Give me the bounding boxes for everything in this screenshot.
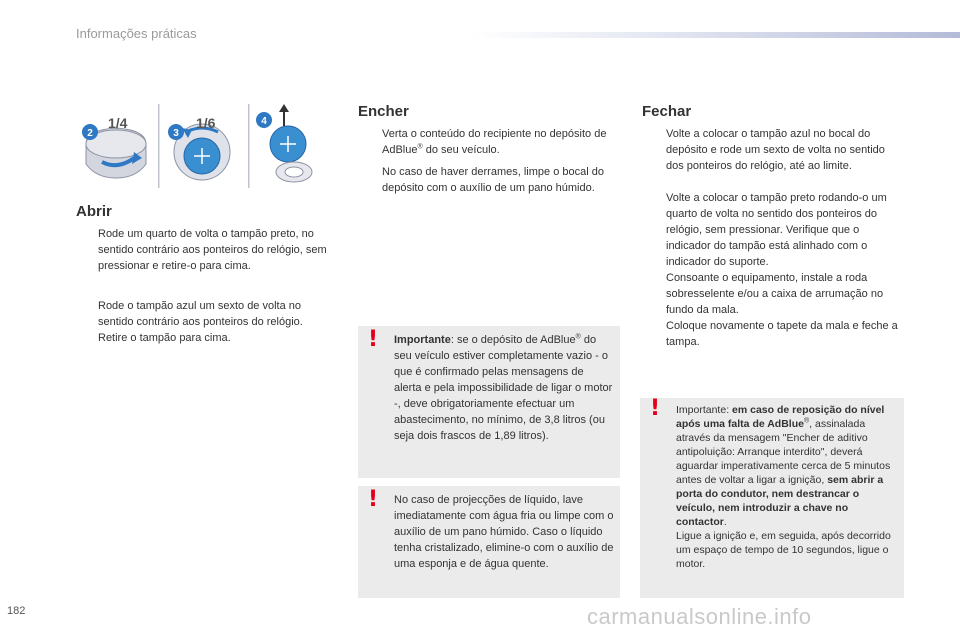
encher-spill-note [358,486,620,598]
abrir-item-3: Retire o tampão para cima. [98,332,231,344]
encher-important-note-text: Importante: se o depósito de AdBlue® do seu veículo estiver completamente vazio - o que é confirmado pelas mensagens de alerta e pela impossibilidade de ligar o motor -, deve obrigatoriamente efectuar um abastecimento, no mínimo, de 3,8 litros (ou seja dois frascos de 1,89 litros). [394,333,613,442]
fechar-item-1: Volte a colocar o tampão azul no bocal do depósito e rode um sexto de volta no sentido dos ponteiros do relógio, até ao limite. [666,128,885,172]
header-decorative-bar [470,32,960,38]
watermark: carmanualsonline.info [587,604,812,629]
fechar-important-note-text: Importante: em caso de reposição do nível após uma falta de AdBlue®, assinalada através da mensagem "Encher de aditivo antipoluição: Arranque interdito", deverá aguardar imperativamente cerca de 5 minutos antes de voltar a ligar a ignição, sem abrir a porta do condutor, nem destrancar o veículo, nem introduzir a chave no contactor. Ligue a ignição e, em seguida, após decorrido um espaço de tempo de 10 segundos, ligue o motor. [676,404,891,570]
fechar-item-2: Volte a colocar o tampão preto rodando-o um quarto de volta no sentido dos ponteiros do relógio, sem pressionar. Verifique que o indicador do tampão está alinhado com o indicador do suporte. [666,192,887,268]
warning-icon: ! [650,396,661,421]
abrir-heading: Abrir [76,203,112,220]
step-4-number: 4 [261,116,267,127]
section-title: Informações práticas [76,26,197,41]
step-2-number: 2 [87,128,93,139]
fechar-important-note [640,398,904,598]
encher-item-1: Verta o conteúdo do recipiente no depósito de AdBlue® do seu veículo. [382,128,607,156]
sixth-turn-label: 1/6 [196,115,216,131]
figure-separator [248,104,250,188]
cap-removal-illustration [270,104,312,182]
cap-illustration-svg [78,104,332,190]
page-number: 182 [7,605,26,617]
fechar-heading: Fechar [642,103,692,120]
abrir-item-2: Rode o tampão azul um sexto de volta no sentido contrário aos ponteiros do relógio. [98,300,303,328]
step-3-number: 3 [173,128,179,139]
fechar-item-4: Coloque novamente o tapete da mala e feche a tampa. [666,320,898,348]
encher-important-note [358,326,620,478]
warning-icon: ! [368,327,379,352]
cap-illustrations [78,104,332,190]
quarter-turn-label: 1/4 [108,115,128,131]
abrir-item-1: Rode um quarto de volta o tampão preto, no sentido contrário aos ponteiros do relógio, sem pressionar e retire-o para cima. [98,228,327,272]
warning-icon: ! [368,487,379,512]
encher-heading: Encher [358,103,409,120]
figure-separator [158,104,160,188]
fechar-item-3: Consoante o equipamento, instale a roda sobresselente e/ou a caixa de arrumação no fundo da mala. [666,272,884,316]
encher-spill-note-text: No caso de projecções de líquido, lave imediatamente com água fria ou limpe com o auxílio de um pano húmido. Caso o líquido tenha cristalizado, elimine-o com o auxílio de uma esponja e de água quente. [394,494,614,570]
encher-item-2: No caso de haver derrames, limpe o bocal do depósito com o auxílio de um pano húmido. [382,166,604,194]
